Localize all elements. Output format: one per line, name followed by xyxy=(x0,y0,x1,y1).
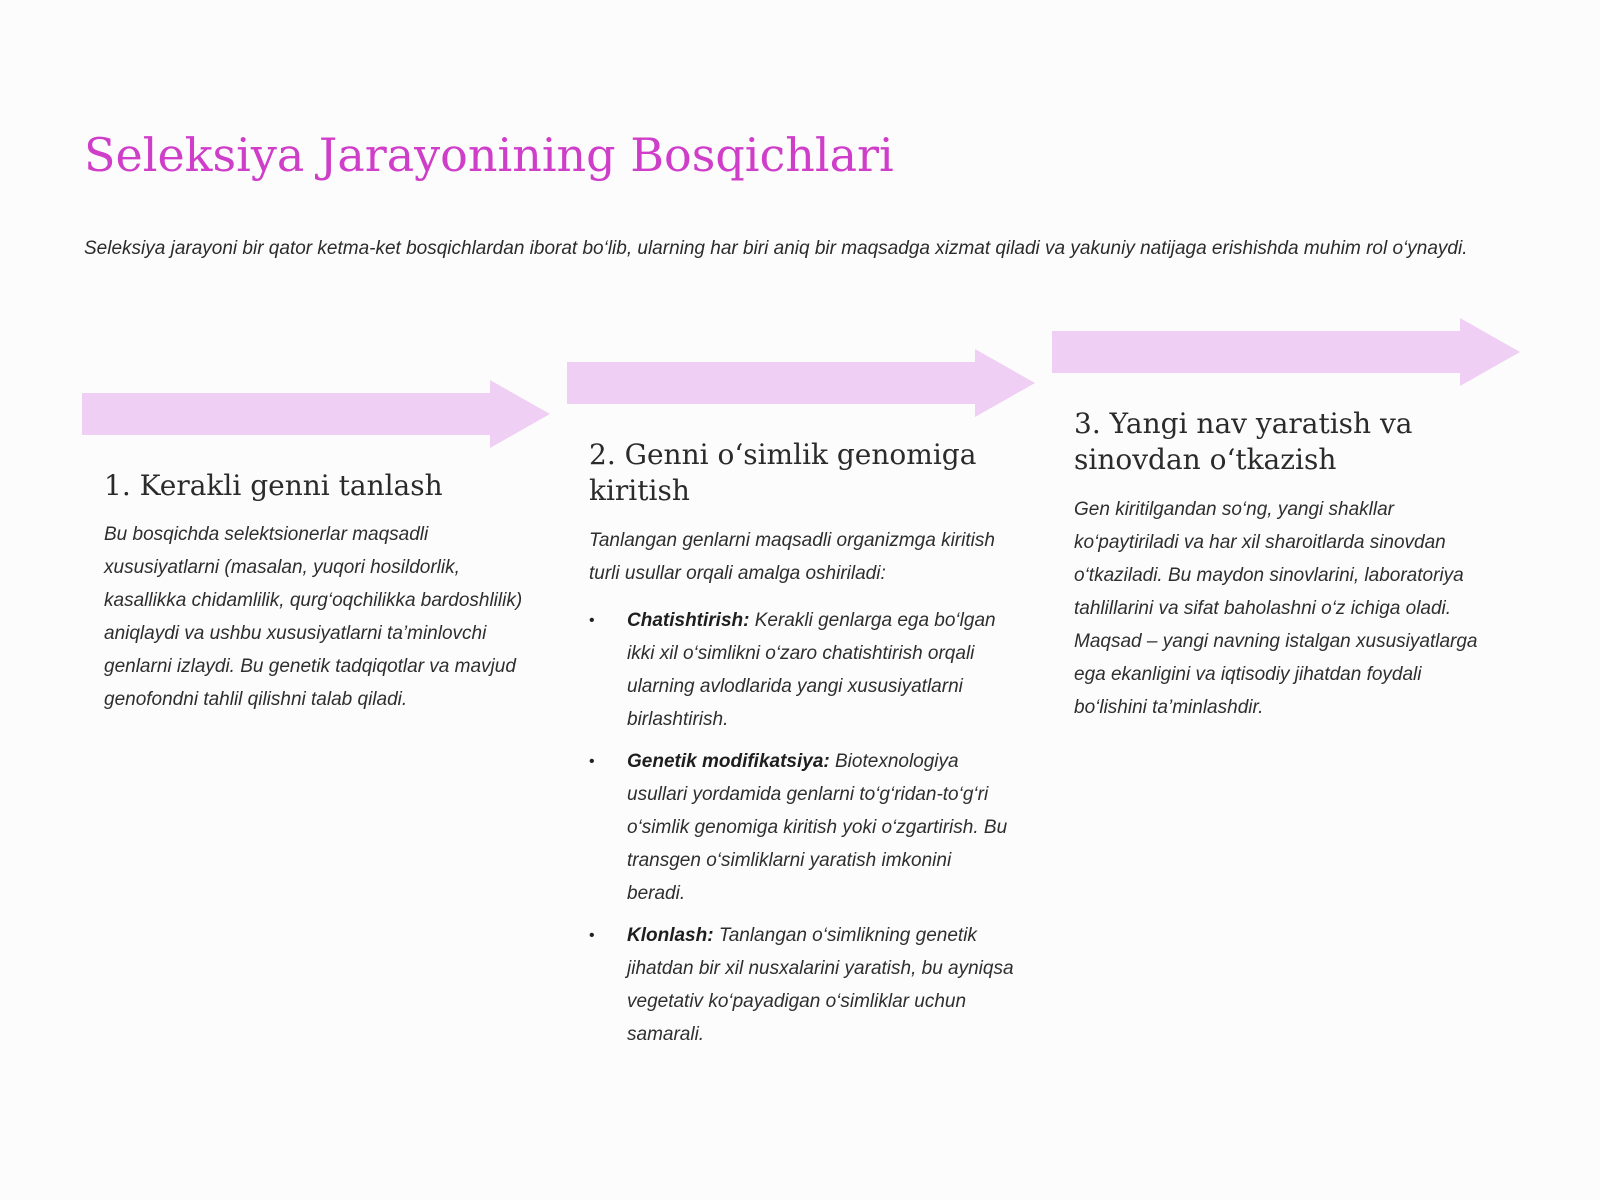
bullet-icon: • xyxy=(589,926,595,944)
bullet-text: Biotexnologiya usullari yordamida genlarni to‘g‘ridan-to‘g‘ri o‘simlik genomiga kiritish yoki o‘zgartirish. Bu transgen o‘simliklarni yaratish imkonini beradi. xyxy=(627,750,1008,904)
step-2-title: 2. Genni o‘simlik genomiga kiritish xyxy=(589,438,977,508)
step-3-text: Gen kiritilgandan so‘ng, yangi shakllar ko‘paytiriladi va har xil sharoitlarda sinovdan o‘tkaziladi. Bu maydon sinovlarini, laboratoriya tahlillarini va sifat baholashni o‘z ichiga oladi. Maqsad – yangi navning istalgan xususiyatlarga ega ekanligini va iqtisodiy jihatdan foydali bo‘lishini ta’minlashdir. xyxy=(1074,498,1478,718)
method-list xyxy=(589,604,1014,1051)
bullet-text: Kerakli genlarga ega bo‘lgan ikki xil o‘simlikni o‘zaro chatishtirish orqali ularning avlodlarida yangi xususiyatlarni birlashtirish. xyxy=(627,609,996,730)
step-3 xyxy=(1074,406,1499,724)
step-2-arrow xyxy=(567,349,1035,417)
bullet-term: Genetik modifikatsiya: xyxy=(627,750,830,772)
step-3-arrow xyxy=(1052,318,1520,386)
step-1-text: Bu bosqichda selektsionerlar maqsadli xususiyatlarni (masalan, yuqori hosildorlik, kasallikka chidamlilik, qurg‘oqchilikka bardoshlilik) aniqlaydi va ushbu xususiyatlarni ta’minlovchi genlarni izlaydi. Bu genetik tadqiqotlar va mavjud genofondni tahlil qilishni talab qiladi. xyxy=(104,524,523,711)
step-1 xyxy=(104,468,529,716)
bullet-icon: • xyxy=(589,611,595,629)
bullet-icon: • xyxy=(589,752,595,770)
step-1-arrow xyxy=(82,380,550,448)
bullet-text: Tanlangan o‘simlikning genetik jihatdan bir xil nusxalarini yaratish, bu ayniqsa vegetativ ko‘payadigan o‘simliklar uchun samarali. xyxy=(627,924,1014,1045)
bullet-term: Klonlash: xyxy=(627,924,714,946)
list-item xyxy=(589,604,1014,736)
step-1-title: 1. Kerakli genni tanlash xyxy=(104,469,443,502)
page-title: Seleksiya Jarayonining Bosqichlari xyxy=(84,128,894,182)
step-3-title: 3. Yangi nav yaratish va sinovdan o‘tkazish xyxy=(1074,407,1413,477)
intro-text: Seleksiya jarayoni bir qator ketma-ket bosqichlardan iborat bo‘lib, ularning har biri aniq bir maqsadga xizmat qiladi va yakuniy natijaga erishishda muhim rol o‘ynaydi. xyxy=(84,238,1468,259)
step-2 xyxy=(589,437,1014,1060)
step-2-text: Tanlangan genlarni maqsadli organizmga kiritish turli usullar orqali amalga oshiriladi: xyxy=(589,529,995,584)
bullet-term: Chatishtirish: xyxy=(627,609,750,631)
list-item xyxy=(589,745,1014,910)
list-item xyxy=(589,919,1014,1051)
